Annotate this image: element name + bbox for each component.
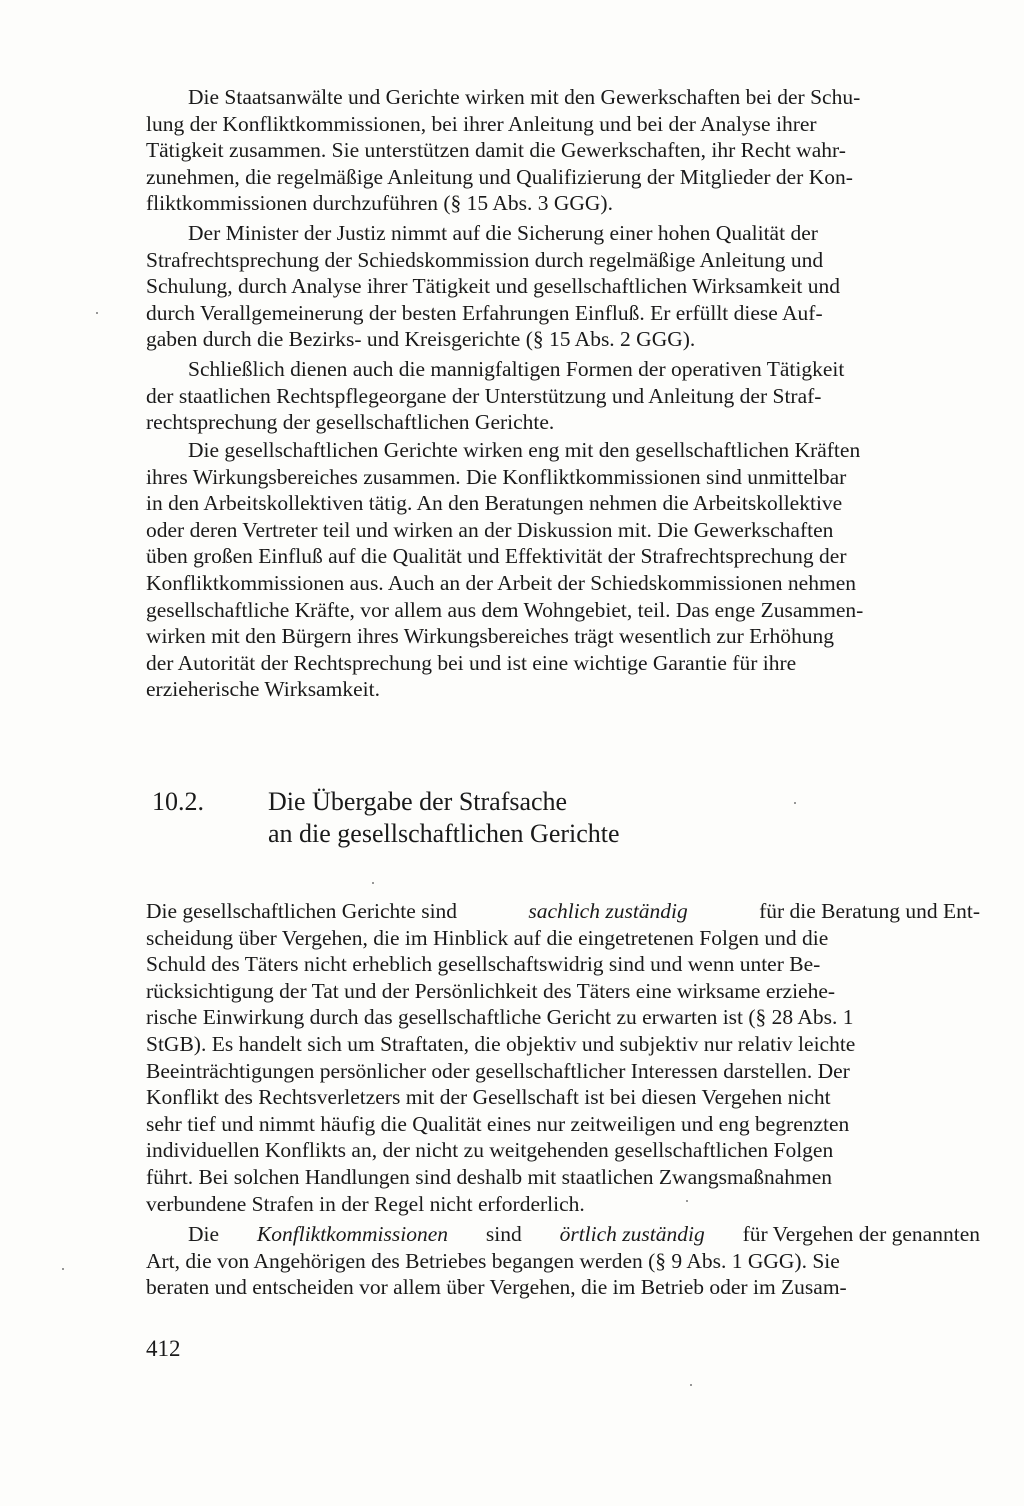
text-line: rechtsprechung der gesellschaftlichen Gerichte. bbox=[146, 410, 555, 435]
page-number: 412 bbox=[146, 1336, 181, 1361]
paragraph-1 bbox=[146, 84, 980, 217]
scan-speck bbox=[372, 882, 374, 884]
text-line: ihres Wirkungsbereiches zusammen. Die Konfliktkommissionen sind unmittelbar bbox=[146, 464, 847, 489]
text-line: Art, die von Angehörigen des Betriebes begangen werden (§ 9 Abs. 1 GGG). Sie bbox=[146, 1248, 840, 1273]
scan-speck bbox=[690, 1384, 692, 1386]
text-line: Schließlich dienen auch die mannigfaltigen Formen der operativen Tätigkeit bbox=[188, 357, 845, 381]
text-line: oder deren Vertreter teil und wirken an der Diskussion mit. Die Gewerkschaften bbox=[146, 517, 834, 542]
scan-speck bbox=[96, 312, 98, 314]
text-line: scheidung über Vergehen, die im Hinblick auf die eingetretenen Folgen und die bbox=[146, 925, 829, 950]
section-title-line-2: an die gesellschaftlichen Gerichte bbox=[268, 819, 620, 848]
text-line: Beeinträchtigungen persönlicher oder gesellschaftlicher Interessen darstellen. Der bbox=[146, 1058, 850, 1083]
text-line: Tätigkeit zusammen. Sie unterstützen damit die Gewerkschaften, ihr Recht wahr- bbox=[146, 138, 846, 163]
text-line-mixed bbox=[146, 898, 980, 925]
text-line: Der Minister der Justiz nimmt auf die Sicherung einer hohen Qualität der bbox=[188, 221, 818, 245]
text-line: erzieherische Wirksamkeit. bbox=[146, 677, 380, 702]
paragraph-6 bbox=[146, 1221, 980, 1301]
text-line: zunehmen, die regelmäßige Anleitung und Qualifizierung der Mitglieder der Kon- bbox=[146, 164, 853, 189]
text-line: Die Staatsanwälte und Gerichte wirken mit den Gewerkschaften bei der Schu- bbox=[188, 85, 861, 109]
text-line: rische Einwirkung durch das gesellschaftliche Gericht zu erwarten ist (§ 28 Abs. 1 bbox=[146, 1005, 854, 1030]
text-line: fliktkommissionen durchzuführen (§ 15 Abs. 3 GGG). bbox=[146, 191, 613, 216]
text-line: wirken mit den Bürgern ihres Wirkungsbereiches trägt wesentlich zur Erhöhung bbox=[146, 624, 834, 649]
text-line: der Autorität der Rechtsprechung bei und ist eine wichtige Garantie für ihre bbox=[146, 650, 797, 675]
text-line-mixed bbox=[146, 1221, 980, 1248]
paragraph-3 bbox=[146, 356, 980, 436]
text-line: rücksichtigung der Tat und der Persönlichkeit des Täters eine wirksame erziehe- bbox=[146, 978, 836, 1003]
text-line: Schuld des Täters nicht erheblich gesellschaftswidrig sind und wenn unter Be- bbox=[146, 952, 821, 977]
scan-speck bbox=[794, 802, 796, 804]
text-line: verbundene Strafen in der Regel nicht erforderlich. bbox=[146, 1191, 585, 1216]
text-line: beraten und entscheiden vor allem über Vergehen, die im Betrieb oder im Zusam- bbox=[146, 1275, 847, 1300]
text-span: Die bbox=[188, 1222, 220, 1246]
text-line: lung der Konfliktkommissionen, bei ihrer Anleitung und bei der Analyse ihrer bbox=[146, 111, 817, 136]
text-span: für Vergehen der genannten bbox=[742, 1222, 980, 1246]
paragraph-2 bbox=[146, 220, 980, 353]
emphasis-text: sachlich zuständig bbox=[528, 899, 688, 923]
text-span: für die Beratung und Ent- bbox=[759, 899, 980, 923]
text-line: sehr tief und nimmt häufig die Qualität eines nur zeitweiligen und eng begrenzten bbox=[146, 1111, 850, 1136]
text-span: sind bbox=[485, 1222, 522, 1246]
text-line: Konflikt des Rechtsverletzers mit der Gesellschaft ist bei diesen Vergehen nicht bbox=[146, 1085, 831, 1110]
text-line: gaben durch die Bezirks- und Kreisgerichte (§ 15 Abs. 2 GGG). bbox=[146, 327, 696, 352]
text-line: gesellschaftliche Kräfte, vor allem aus dem Wohngebiet, teil. Das enge Zusammen- bbox=[146, 597, 864, 622]
text-line: Strafrechtsprechung der Schiedskommission durch regelmäßige Anleitung und bbox=[146, 247, 824, 272]
text-line: individuellen Konflikts an, der nicht zu weitgehenden gesellschaftlichen Folgen bbox=[146, 1138, 834, 1163]
text-line: führt. Bei solchen Handlungen sind deshalb mit staatlichen Zwangsmaßnahmen bbox=[146, 1164, 833, 1189]
paragraph-4 bbox=[146, 437, 980, 703]
emphasis-text: örtlich zuständig bbox=[559, 1222, 705, 1246]
scan-speck bbox=[686, 1200, 688, 1202]
text-line: üben großen Einfluß auf die Qualität und Effektivität der Strafrechtsprechung der bbox=[146, 544, 847, 569]
text-line: Schulung, durch Analyse ihrer Tätigkeit und gesellschaftlichen Wirksamkeit und bbox=[146, 274, 840, 299]
text-line: der staatlichen Rechtspflegeorgane der Unterstützung und Anleitung der Straf- bbox=[146, 383, 822, 408]
text-span: Die gesellschaftlichen Gerichte sind bbox=[146, 899, 458, 923]
emphasis-text: Konfliktkommissionen bbox=[256, 1222, 449, 1246]
text-line: Die gesellschaftlichen Gerichte wirken eng mit den gesellschaftlichen Kräften bbox=[188, 438, 861, 462]
text-line: durch Verallgemeinerung der besten Erfahrungen Einfluß. Er erfüllt diese Auf- bbox=[146, 300, 823, 325]
paragraph-5 bbox=[146, 898, 980, 1217]
scan-speck bbox=[62, 1268, 64, 1270]
text-line: in den Arbeitskollektiven tätig. An den Beratungen nehmen die Arbeitskollektive bbox=[146, 491, 843, 516]
section-number: 10.2. bbox=[152, 787, 204, 816]
text-line: StGB). Es handelt sich um Straftaten, die objektiv und subjektiv nur relativ leichte bbox=[146, 1031, 856, 1056]
section-title-line-1: Die Übergabe der Strafsache bbox=[268, 787, 568, 816]
text-line: Konfliktkommissionen aus. Auch an der Arbeit der Schiedskommissionen nehmen bbox=[146, 570, 856, 595]
